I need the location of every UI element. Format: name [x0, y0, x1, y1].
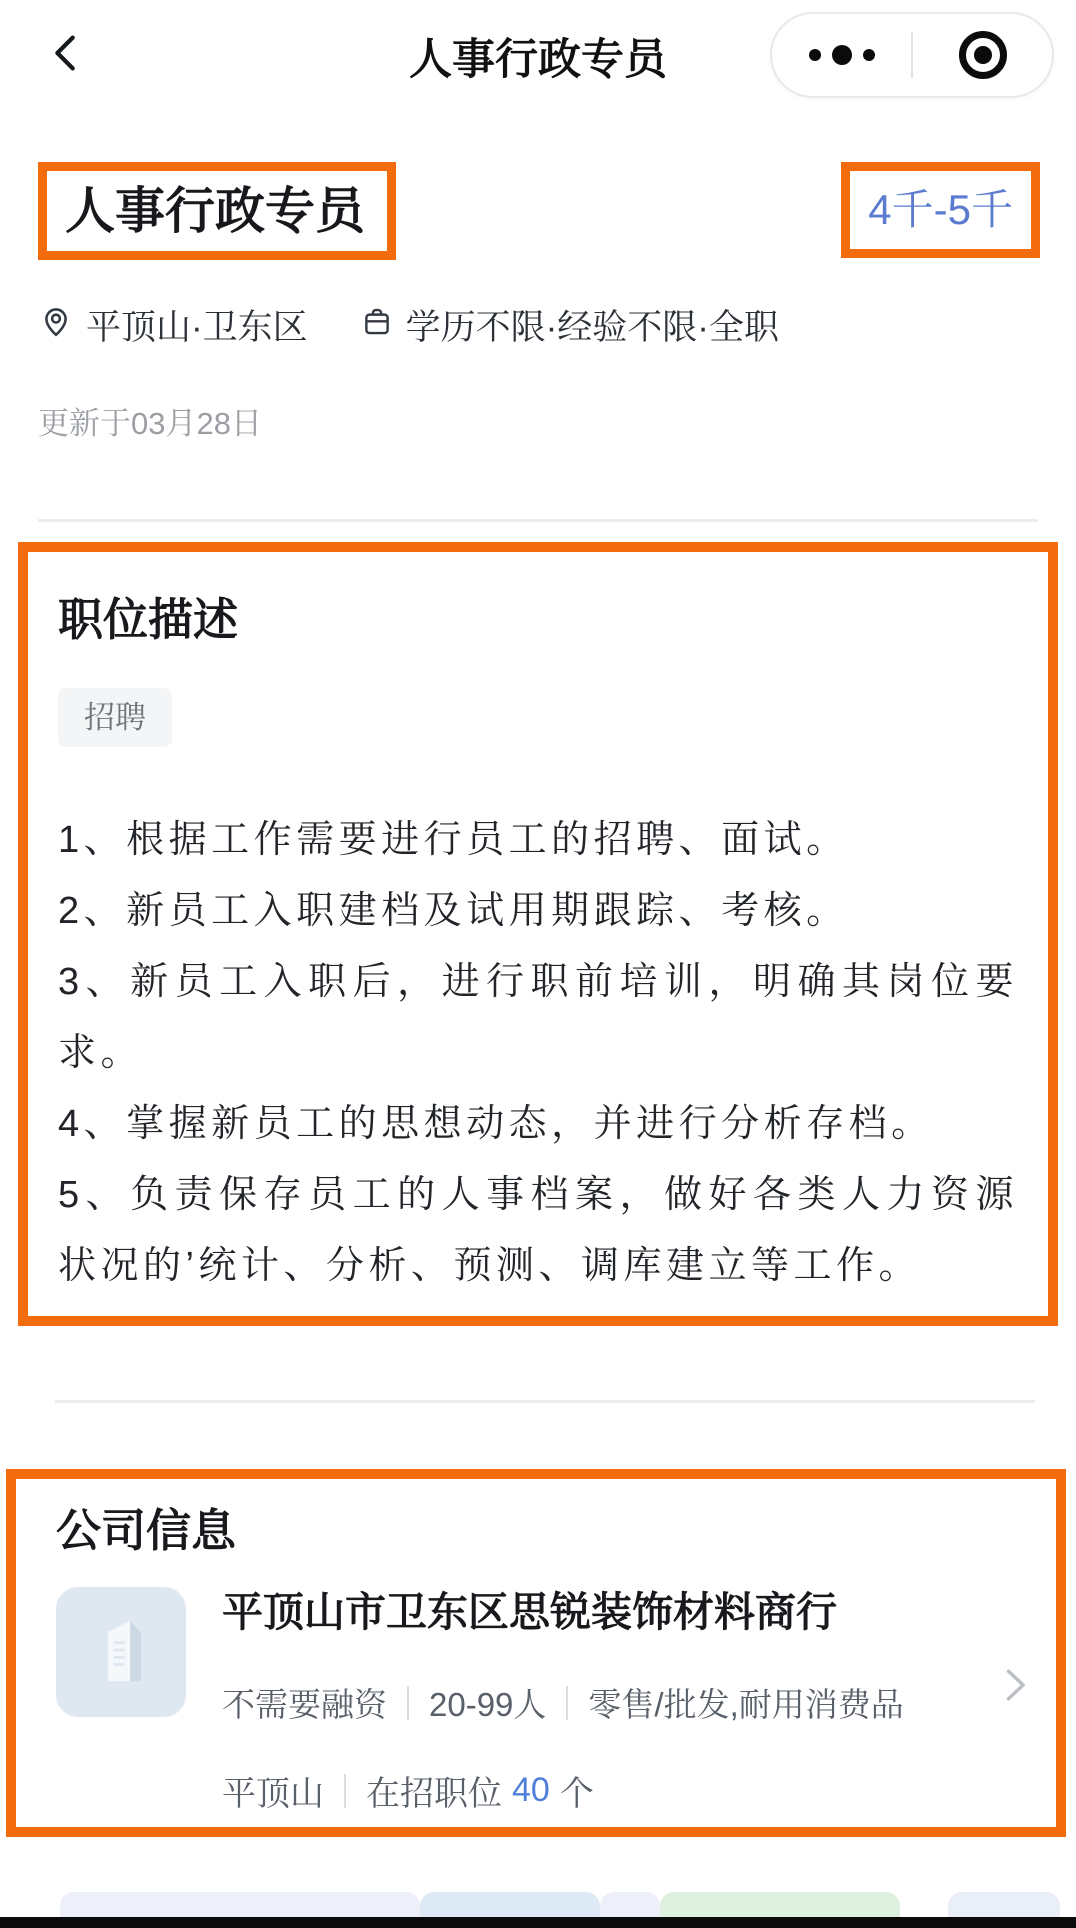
- map-pin-icon: [38, 303, 74, 348]
- description-heading: 职位描述: [58, 594, 239, 645]
- description-text: [58, 805, 1018, 1302]
- info-separator: [566, 1686, 568, 1720]
- company-name: 平顶山市卫东区思锐装饰材料商行: [222, 1589, 837, 1635]
- company-info-section: [6, 1469, 1066, 1837]
- bottom-peek-card: [60, 1892, 420, 1918]
- bottom-peek-card: [600, 1892, 660, 1918]
- description-item: 3、新员工入职后，进行职前培训，明确其岗位要求。: [58, 961, 1018, 1074]
- job-header: [0, 162, 1076, 443]
- company-jobs-line: [222, 1766, 960, 1815]
- company-industry: 零售/批发,耐用消费品: [588, 1686, 904, 1723]
- bottom-peek-card: [420, 1892, 600, 1918]
- description-tag-chip: 招聘: [58, 688, 172, 747]
- job-location: 平顶山·卫东区: [86, 308, 308, 347]
- more-menu-button[interactable]: [772, 14, 911, 96]
- description-item: 4、掌握新员工的思想动态，并进行分析存档。: [58, 1103, 934, 1145]
- company-body: [222, 1587, 1030, 1815]
- company-logo: [56, 1587, 186, 1717]
- job-title: 人事行政专员: [65, 183, 365, 239]
- job-title-highlight-box: [38, 162, 396, 260]
- location-item: [38, 300, 308, 350]
- company-funding: 不需要融资: [222, 1686, 387, 1723]
- record-circle-icon: [959, 31, 1007, 79]
- open-jobs-unit: 个: [559, 1775, 594, 1813]
- section-divider: [55, 1400, 1035, 1403]
- navbar: [0, 0, 1076, 108]
- job-meta-row: [38, 300, 1038, 350]
- description-item: 5、负责保存员工的人事档案，做好各类人力资源状况的’统计、分析、预测、调库建立等工作。: [58, 1174, 1018, 1287]
- section-divider: [38, 519, 1038, 522]
- building-icon: [77, 1606, 165, 1699]
- miniprogram-capsule: [770, 12, 1054, 98]
- company-info-line: [222, 1679, 960, 1726]
- open-jobs-label: 在招职位: [366, 1775, 502, 1813]
- description-item: 2、新员工入职建档及试用期跟踪、考核。: [58, 890, 849, 932]
- info-separator: [407, 1686, 409, 1720]
- conditions-item: [360, 300, 779, 350]
- ellipsis-icon: [809, 45, 875, 65]
- open-jobs-count: 40: [512, 1771, 550, 1809]
- bottom-peek-card: [948, 1892, 1060, 1918]
- updated-date: 更新于03月28日: [38, 406, 262, 441]
- chevron-right-icon: [992, 1663, 1036, 1712]
- company-size: 20-99人: [429, 1686, 547, 1723]
- company-heading: 公司信息: [56, 1505, 237, 1556]
- briefcase-icon: [360, 304, 394, 347]
- salary-highlight-box: [841, 162, 1040, 258]
- job-description-section: [18, 542, 1058, 1326]
- description-item: 1、根据工作需要进行员工的招聘、面试。: [58, 819, 849, 861]
- job-title-row: [38, 162, 1038, 260]
- company-card[interactable]: [56, 1587, 1030, 1815]
- job-conditions: 学历不限·经验不限·全职: [405, 308, 779, 347]
- salary-range: 4千-5千: [868, 186, 1013, 233]
- bottom-bar: [0, 1917, 1076, 1928]
- page-title: 人事行政专员: [409, 36, 667, 84]
- info-separator: [344, 1774, 346, 1808]
- exit-button[interactable]: [913, 14, 1052, 96]
- company-city: 平顶山: [222, 1775, 324, 1813]
- bottom-peek-card: [660, 1892, 900, 1918]
